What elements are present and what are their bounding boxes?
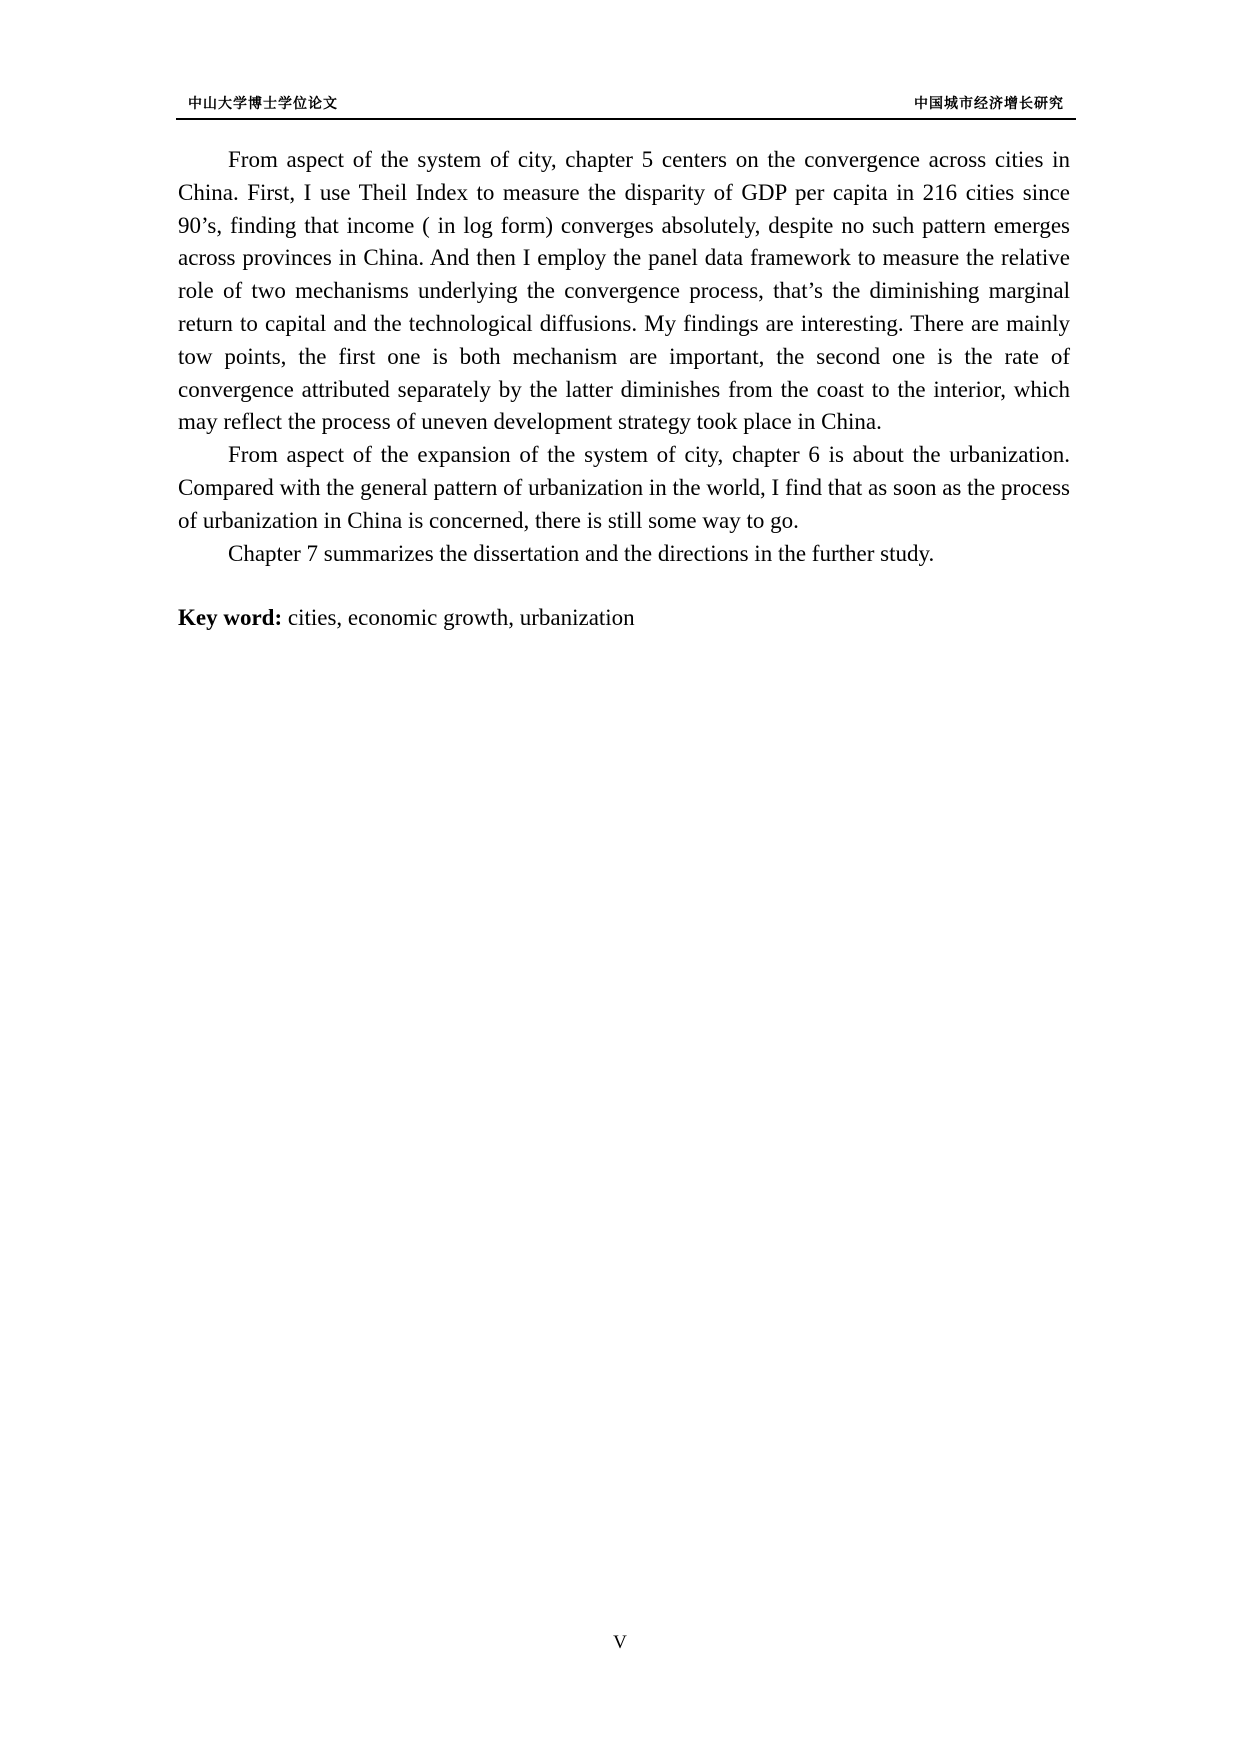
keywords-line	[178, 602, 1070, 635]
abstract-body	[178, 144, 1070, 635]
paragraph-chapter-7: Chapter 7 summarizes the dissertation and the directions in the further study.	[228, 540, 935, 566]
running-header	[176, 88, 1076, 120]
page-number: V	[613, 1632, 628, 1653]
keywords-text: cities, economic growth, urbanization	[282, 605, 635, 631]
header-dissertation-title: 中国城市经济增长研究	[914, 96, 1064, 112]
keywords-label: Key word:	[178, 605, 283, 631]
paragraph-chapter-6: From aspect of the expansion of the system of city, chapter 6 is about the urbanization. Compared with the general pattern of urbanization in the world, I find that as soon as the process of urbanization in China is concerned, there is still some way to go.	[178, 442, 1070, 533]
paragraph-chapter-5: From aspect of the system of city, chapter 5 centers on the convergence across cities in China. First, I use Theil Index to measure the disparity of GDP per capita in 216 cities since 90’s, finding that income ( in log form) converges absolutely, despite no such pattern emerges across provinces in China. And then I employ the panel data framework to measure the relative role of two mechanisms underlying the convergence process, that’s the diminishing marginal return to capital and the technological diffusions. My findings are interesting. There are mainly tow points, the first one is both mechanism are important, the second one is the rate of convergence attributed separately by the latter diminishes from the coast to the interior, which may reflect the process of uneven development strategy took place in China.	[178, 147, 1070, 435]
header-university-title: 中山大学博士学位论文	[188, 96, 338, 112]
